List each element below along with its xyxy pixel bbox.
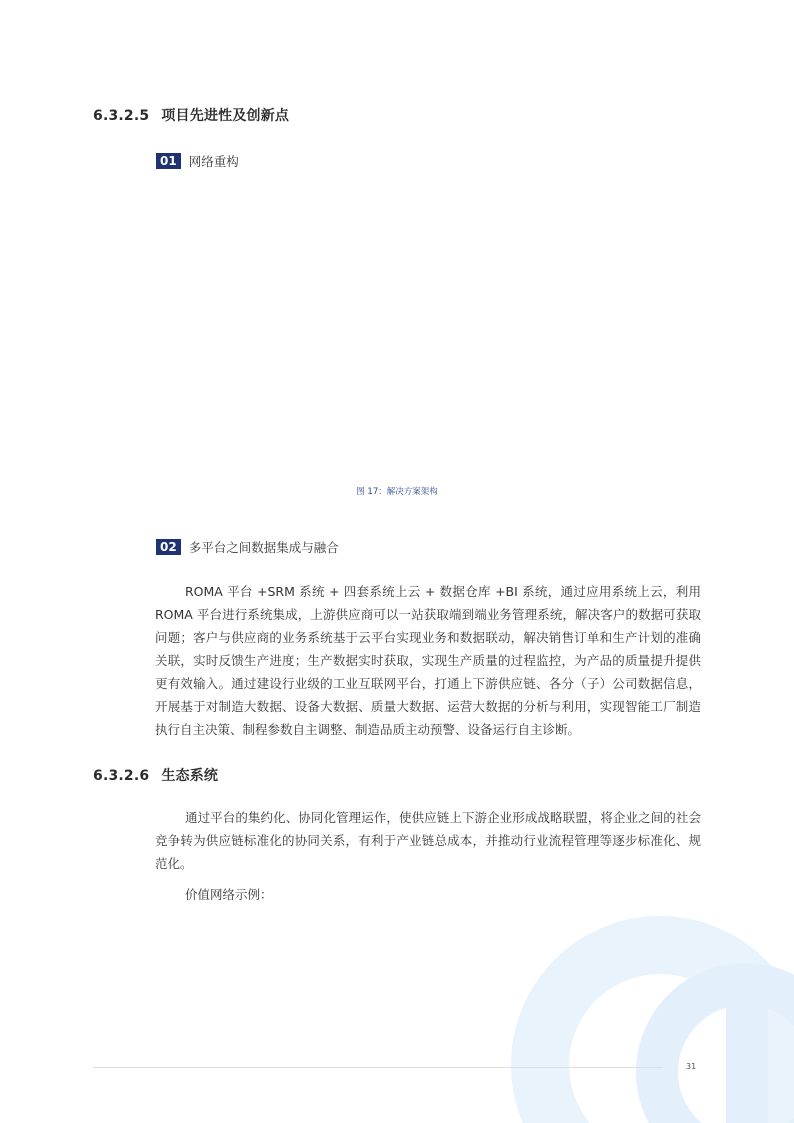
section-number: 6.3.2.5 [93, 108, 150, 124]
body-paragraph: 价值网络示例： [185, 887, 273, 902]
page-number: 31 [686, 1062, 697, 1071]
subheading-title: 多平台之间数据集成与融合 [188, 540, 339, 555]
subheading-network-restructure [156, 153, 239, 169]
section-heading-6326 [93, 765, 218, 785]
subheading-title: 网络重构 [188, 154, 239, 169]
footer-divider [93, 1067, 663, 1068]
item-number-badge: 01 [156, 153, 181, 169]
section-title: 生态系统 [161, 768, 219, 784]
section-title: 项目先进性及创新点 [161, 108, 290, 124]
section-number: 6.3.2.6 [93, 768, 150, 784]
subheading-data-integration [156, 539, 339, 555]
body-paragraph: ROMA 平台 +SRM 系统 + 四套系统上云 + 数据仓库 +BI 系统，通过应用系统上云，利用 ROMA 平台进行系统集成，上游供应商可以一站获取端到端业务管理系统，解决客户的数据可获取问题；客户与供应商的业务系统基于云平台实现业务和数据联动，解决销售订单和生产计划的准确关联，实时反馈生产进度；生产数据实时获取，实现生产质量的过程监控，为产品的质量提升提供更有效输入。通过建设行业级的工业互联网平台，打通上下游供应链、各分（子）公司数据信息，开展基于对制造大数据、设备大数据、质量大数据、运营大数据的分析与利用，实现智能工厂制造执行自主决策、制程参数自主调整、制造品质主动预警、设备运行自主诊断。 [155, 584, 701, 737]
body-paragraph: 通过平台的集约化、协同化管理运作，使供应链上下游企业形成战略联盟，将企业之间的社会竞争转为供应链标准化的协同关系，有利于产业链总成本，并推动行业流程管理等逐步标准化、规范化。 [155, 810, 701, 871]
item-number-badge: 02 [156, 539, 181, 555]
figure-caption: 图 17：解决方案架构 [356, 487, 438, 497]
section-heading-6325 [93, 105, 289, 125]
